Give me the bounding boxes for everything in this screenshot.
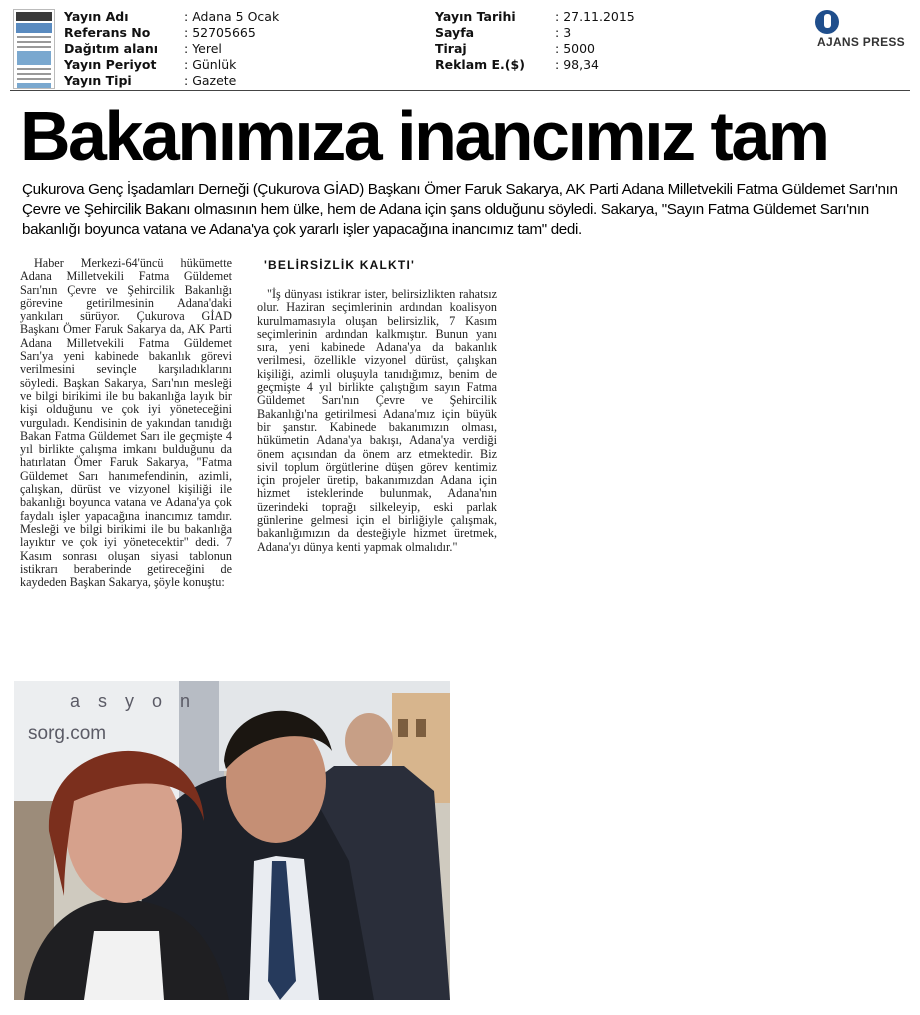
article-body-left-column: Haber Merkezi-64'üncü hükümette Adana Milletvekili Fatma Güldemet Sarı'nın Çevre ve Şehircilik Bakanlığı görevine getirilmesinin Adana'daki yankıları sürüyor. Çukurova GİAD Başkanı Ömer Faruk Sakarya da, AK Parti Adana Milletvekili Fatma Güldemet Sarı'ya yeni kabinede bakanlık görevi verilmesini sevinçle karşıladıklarını söyledi. Başkan Sakarya, Sarı'nın mesleği ve bilgi birikimi ile bu bakanlığa layık bir kişi olduğunu ve çok iyi yöneteceğini vurguladı. Kendisinin de yakından tanıdığı Bakan Fatma Güldemet Sarı ile geçmişte 4 yıl birlikte çalışma imkanı bulduğunu da hatırlatan Ömer Faruk Sakarya, "Fatma Güldemet Sarı hanımefendinin, azimli, çalışkan, dürüst ve vizyonel kişiliği ile bakanlığı boyunca vatana ve Adana'ya çok faydalı işler yapacağına inancımız tamdır. Mesleği ve bilgi birikimi ile bu bakanlığa layıktır ve çok iyi yönetecektir" dedi. 7 Kasım sonrası oluşan siyasi tablonun istikrarı beraberinde getireceğini de kaydeden Başkan Sakarya, şöyle konuştu: — [20, 256, 232, 590]
article-subheading: 'BELİRSİZLİK KALKTI' — [264, 258, 416, 272]
meta-row-ad-value: Reklam E.($) : 98,34 — [435, 57, 635, 73]
meta-row-type: Yayın Tipi : Gazete — [64, 73, 279, 89]
meta-row-publication-name: Yayın Adı : Adana 5 Ocak — [64, 9, 279, 25]
photo-background-text-2: sorg.com — [28, 723, 107, 744]
meta-row-reference-no: Referans No : 52705665 — [64, 25, 279, 41]
meta-row-period: Yayın Periyot : Günlük — [64, 57, 279, 73]
meta-row-date: Yayın Tarihi : 27.11.2015 — [435, 9, 635, 25]
article-photo — [14, 681, 450, 1000]
publication-meta-right — [435, 9, 635, 73]
ajans-press-logo-icon — [815, 10, 839, 34]
newspaper-thumbnail — [13, 9, 55, 89]
meta-row-circulation: Tiraj : 5000 — [435, 41, 635, 57]
publication-meta-left — [64, 9, 279, 89]
ajans-press-logo-text: AJANS PRESS — [817, 35, 905, 49]
header-divider — [10, 90, 910, 91]
meta-row-page: Sayfa : 3 — [435, 25, 635, 41]
article-lead: Çukurova Genç İşadamları Derneği (Çukurova GİAD) Başkanı Ömer Faruk Sakarya, AK Parti Adana Milletvekili Fatma Güldemet Sarı'nın Çevre ve Şehircilik Bakanı olmasının hem ülke, hem de Adana için şans olduğunu söyledi. Sakarya, "Sayın Fatma Güldemet Sarı'nın bakanlığı boyunca vatana ve Adana'ya çok yararlı işler yapacağına inancımız tam" dedi. — [22, 181, 898, 238]
meta-row-distribution: Dağıtım alanı : Yerel — [64, 41, 279, 57]
ajans-press-logo — [813, 10, 909, 50]
article-headline: Bakanımıza inancımız tam — [20, 97, 828, 175]
article-body-right-column: "İş dünyası istikrar ister, belirsizlikten rahatsız olur. Haziran seçimlerinin ardından koalisyon kurulmamasıyla oluşan belirsizlik, 7 Kasım seçimlerinin ardından kalkmıştır. Bunun yanı sıra, yeni kabinede Adana'ya da bakanlık verilmesi, özellikle vizyonel dürüst, çalışkan kişiliği, azimli oluşuyla tanıdığımız, benim de geçmişte 4 yıl birlikte çalıştığım sayın Fatma Güldemet Sarı'nın Çevre ve Şehircilik Bakanlığı'na getirilmesi Adana'mız için büyük bir şanstır. Kabinede bakanımızın olması, hükümetin Adana'ya bakışı, Adana'ya verdiği önem açısından da önem arz etmektedir. Biz sivil toplum örgütlerine düşen görev kentimiz için projeler üretip, bakanımızdan Adana için hizmet isteklerinde bulunmak, Adana'nın üzerindeki toprağı silkeleyip, eski parlak günlerine gelmesi için el birliğiyle çalışmak, bakanlığımızın da desteğiyle hizmet üretmek, Adana'yı dünya kenti yapmak olmalıdır." — [257, 287, 497, 554]
photo-background-text-1: asyon — [70, 691, 209, 711]
